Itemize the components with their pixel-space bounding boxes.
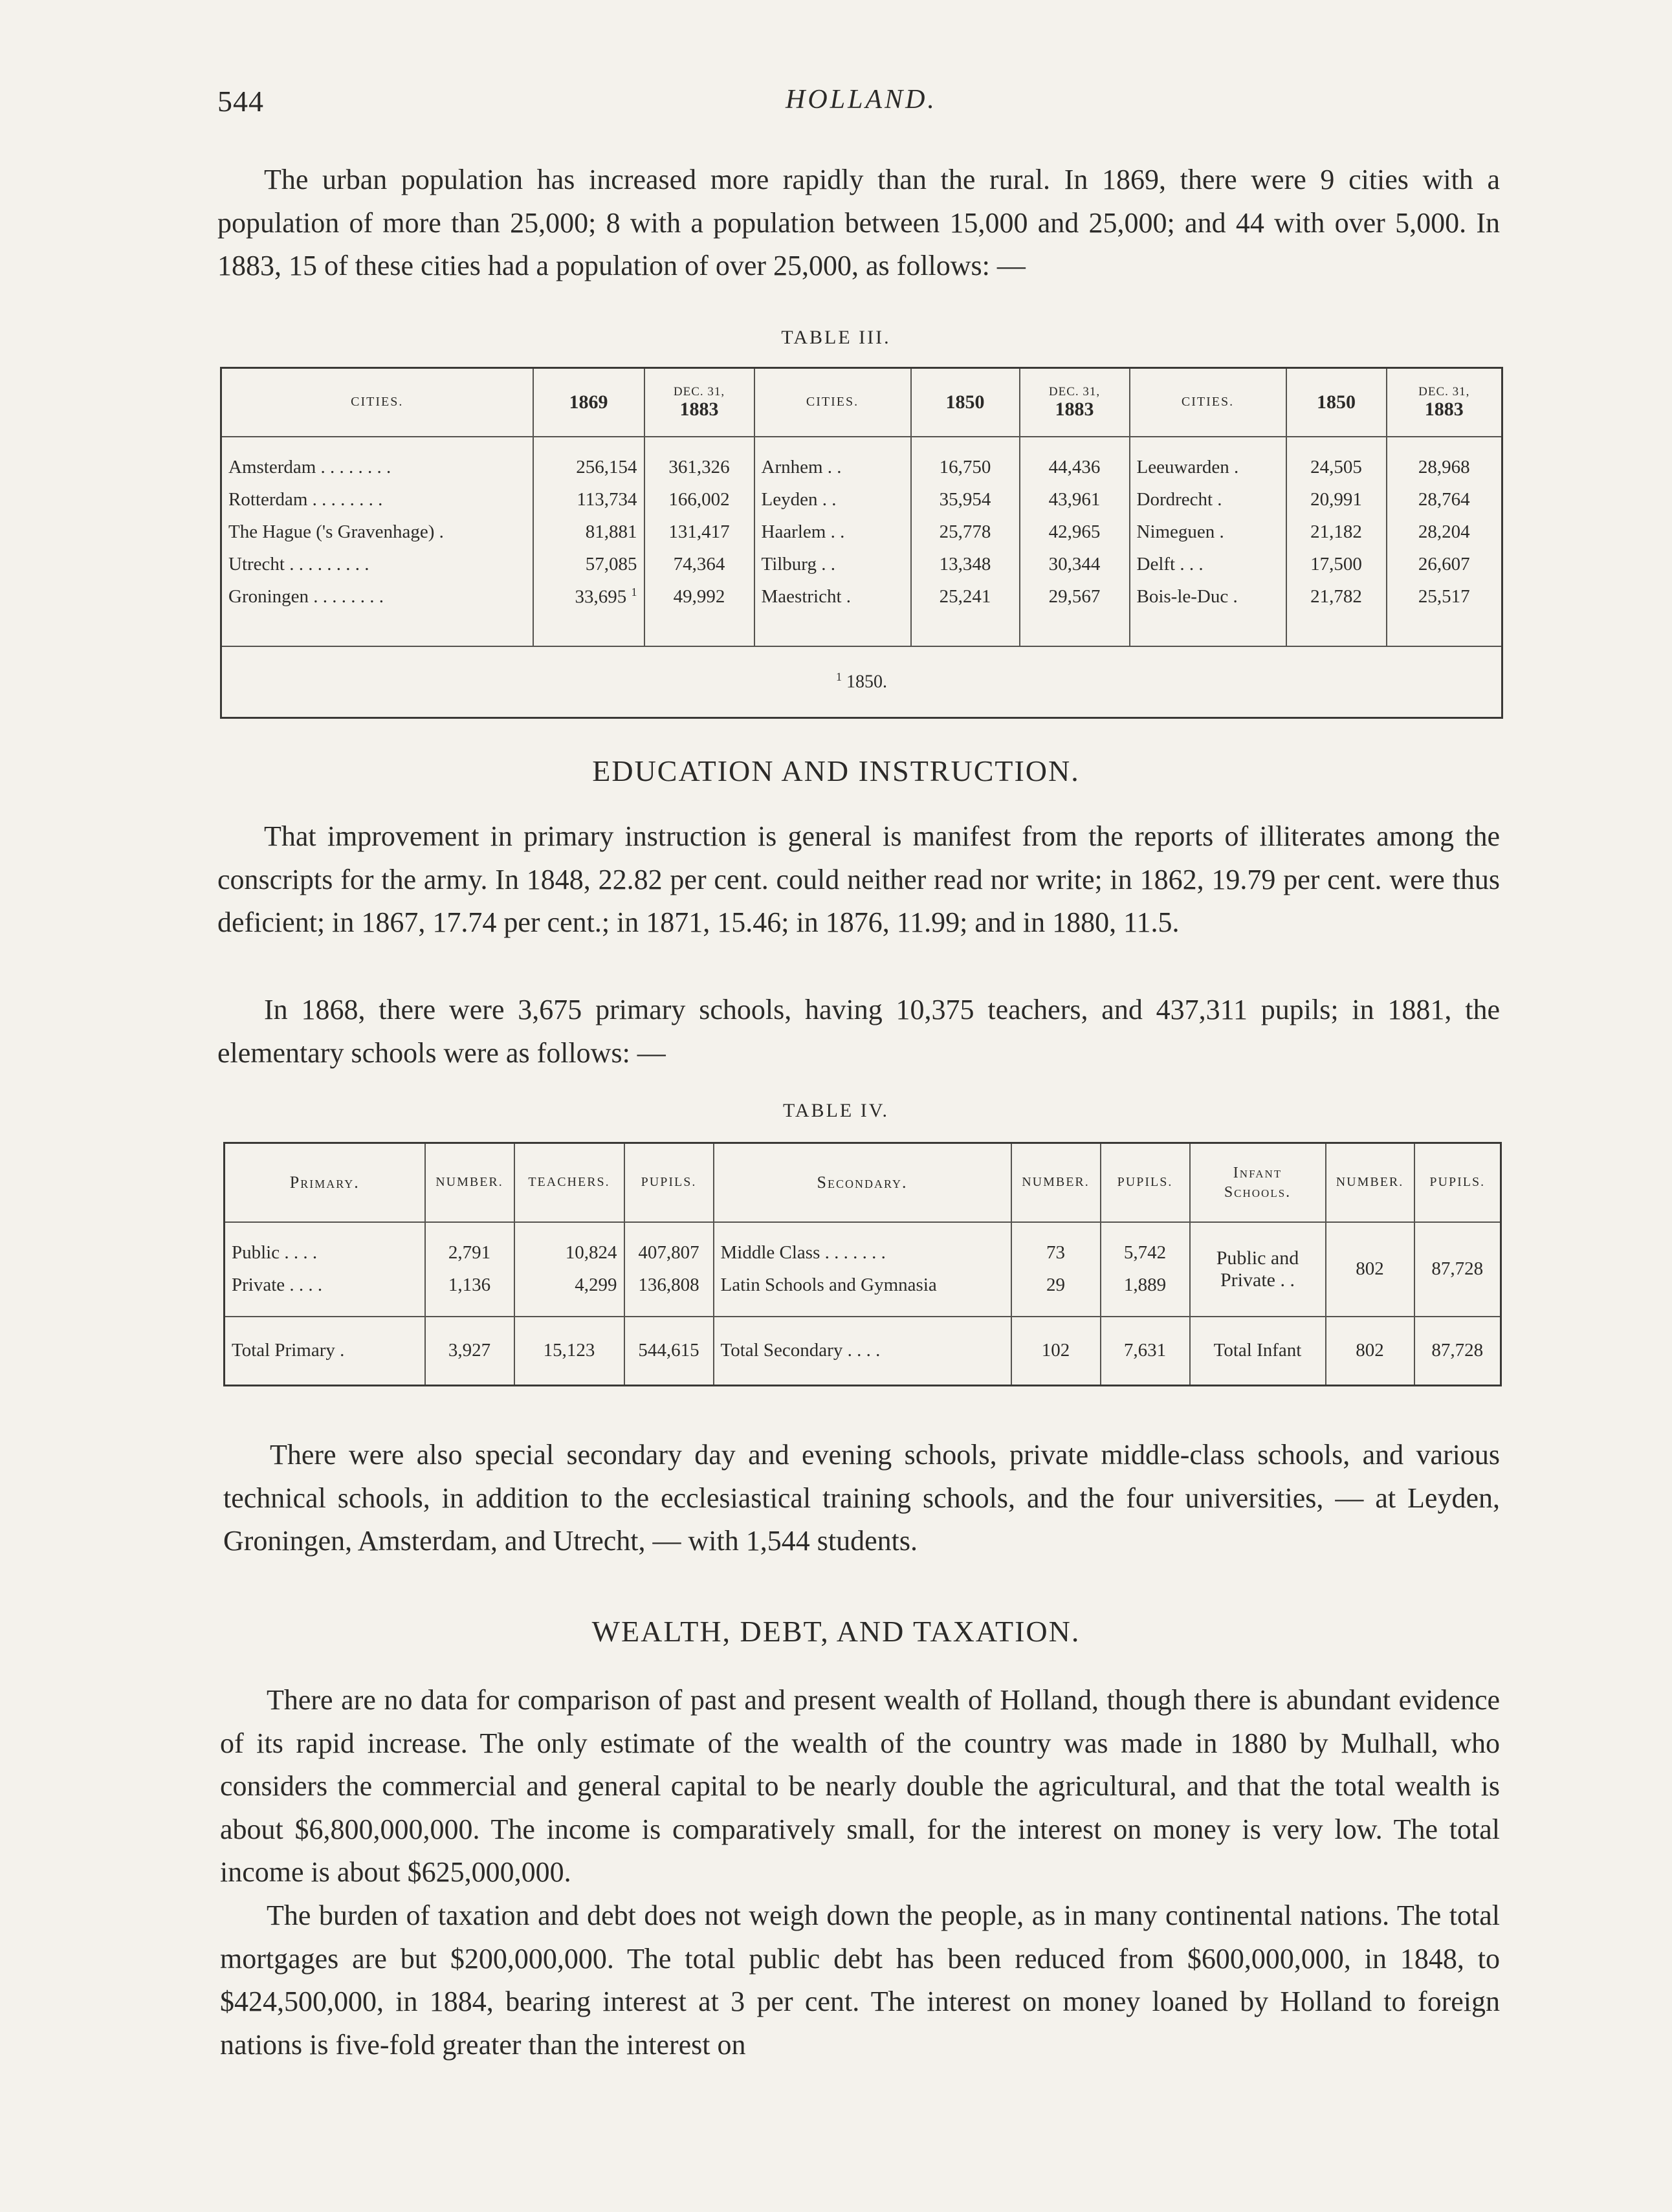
header-pupils: PUPILS.	[1101, 1143, 1190, 1222]
wealth-paragraph-1: There are no data for comparison of past and present wealth of Holland, though there is abundant evidence of its rapid increase. The only estimate of the wealth of the country was made in 1880 by Mulhall, who considers the commercial and general capital to be nearly double the agricultural, and that the total wealth is about $6,800,000,000. The income is comparatively small, for the interest on money is very low. The total income is about $625,000,000.	[220, 1684, 1500, 1888]
table-row: Public . . . . 2,791 10,824 407,807 Middle Class . . . . . . . 73 5,742 Public and Private . . 802 87,728	[225, 1237, 1501, 1269]
header-number: NUMBER.	[1011, 1143, 1101, 1222]
infant-public-private-label: Public and Private . .	[1190, 1237, 1326, 1302]
after-table-paragraph: There were also special secondary day and evening schools, private middle-class schools, and various technical schools, in addition to the ecclesiastical training schools, and the four universities, — at Leyden, Groningen, Amsterdam, and Utrecht, — with 1,544 students.	[223, 1439, 1500, 1557]
page-header	[217, 84, 1505, 123]
header-1850: 1850	[911, 368, 1020, 437]
table-iii-caption: TABLE III.	[781, 327, 891, 348]
table-iv	[223, 1142, 1502, 1386]
wealth-heading: WEALTH, DEBT, AND TAXATION.	[591, 1615, 1081, 1648]
running-title: HOLLAND.	[786, 85, 937, 115]
education-paragraph-2: In 1868, there were 3,675 primary schools, having 10,375 teachers, and 437,311 pupils; in 1881, the elementary schools were as follows: —	[217, 994, 1500, 1069]
table-row: Amsterdam . . . . . . . . 256,154 361,326 Arnhem . . 16,750 44,436 Leeuwarden . 24,505 28,968	[221, 452, 1502, 484]
header-dec31-1883: DEC. 31, 1883	[644, 368, 754, 437]
table-row: Utrecht . . . . . . . . . 57,085 74,364 Tilburg . . 13,348 30,344 Delft . . . 17,500 26,607	[221, 549, 1502, 581]
table-iii-footnote: $^1$ 1850.	[221, 646, 1502, 718]
header-teachers: TEACHERS.	[514, 1143, 624, 1222]
table-row: Private . . . . 1,136 4,299 136,808 Latin Schools and Gymnasia 29 1,889	[225, 1269, 1501, 1302]
table-row: Rotterdam . . . . . . . . 113,734 166,002 Leyden . . 35,954 43,961 Dordrecht . 20,991 28,764	[221, 484, 1502, 516]
table-iii	[220, 367, 1503, 719]
header-number: NUMBER.	[1326, 1143, 1414, 1222]
footnote-marker: 1	[631, 586, 637, 599]
header-secondary: Secondary.	[714, 1143, 1011, 1222]
header-dec31-1883: DEC. 31, 1883	[1020, 368, 1130, 437]
header-primary: Primary.	[225, 1143, 425, 1222]
intro-paragraph: The urban population has increased more rapidly than the rural. In 1869, there were 9 cities with a population of more than 25,000; 8 with a population between 15,000 and 25,000; and 44 with over 5,000. In 1883, 15 of these cities had a population of over 25,000, as follows: —	[217, 164, 1500, 281]
table-totals-row: Total Primary . 3,927 15,123 544,615 Total Secondary . . . . 102 7,631 Total Infant 802 87,728	[225, 1317, 1501, 1386]
table-iv-header-row	[225, 1143, 1501, 1222]
header-infant-schools: Infant Schools.	[1190, 1143, 1326, 1222]
table-iv-caption: TABLE IV.	[782, 1100, 890, 1121]
wealth-paragraph-2: The burden of taxation and debt does not weigh down the people, as in many continental nations. The total mortgages are but $200,000,000. The total public debt has been reduced from $600,000,000, in 1848, to $424,500,000, in 1884, bearing interest at 3 per cent. The interest on money loaned by Holland to foreign nations is five-fold greater than the interest on	[220, 1900, 1500, 2061]
header-cities: CITIES.	[221, 368, 533, 437]
header-cities: CITIES.	[754, 368, 911, 437]
header-dec31-1883: DEC. 31, 1883	[1387, 368, 1502, 437]
education-heading: EDUCATION AND INSTRUCTION.	[592, 754, 1080, 787]
header-cities: CITIES.	[1130, 368, 1286, 437]
header-1850: 1850	[1286, 368, 1387, 437]
page-number: 544	[217, 85, 264, 118]
education-paragraph-1: That improvement in primary instruction is general is manifest from the reports of illiterates among the conscripts for the army. In 1848, 22.82 per cent. could neither read nor write; in 1862, 19.79 per cent. were thus deficient; in 1867, 17.74 per cent.; in 1871, 15.46; in 1876, 11.99; and in 1880, 11.5.	[217, 820, 1500, 938]
header-1869: 1869	[533, 368, 644, 437]
table-iii-header-row	[221, 368, 1502, 437]
header-number: NUMBER.	[425, 1143, 514, 1222]
header-pupils: PUPILS.	[1414, 1143, 1501, 1222]
header-pupils: PUPILS.	[624, 1143, 714, 1222]
table-row: Groningen . . . . . . . . 33,695 $^1$ 49,992 Maestricht . 25,241 29,567 Bois-le-Duc . 21,782 25,517	[221, 581, 1502, 613]
table-row: The Hague ('s Gravenhage) . 81,881 131,417 Haarlem . . 25,778 42,965 Nimeguen . 21,182 28,204	[221, 516, 1502, 549]
